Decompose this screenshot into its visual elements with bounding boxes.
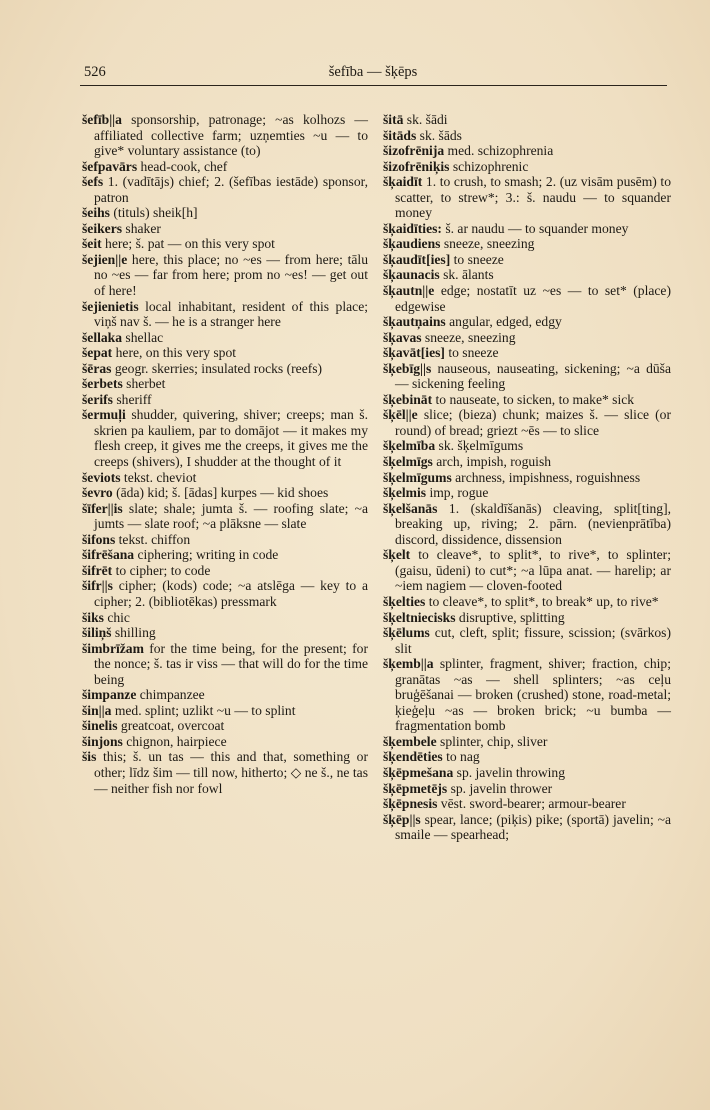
entry-headword: šiks [82, 609, 104, 625]
entry-headword: šinelis [82, 718, 118, 734]
dictionary-entry [82, 485, 368, 501]
entry-headword: šķautņains [383, 314, 446, 330]
entry-headword: šīfer||is [82, 500, 123, 516]
dictionary-entry [82, 376, 368, 392]
entry-headword: šermuļi [82, 407, 126, 423]
entry-headword: šķelmis [383, 485, 427, 501]
entry-definition: head-cook, chef [137, 158, 228, 174]
entry-headword: šķaidīties: [383, 220, 442, 236]
dictionary-entry [82, 330, 368, 346]
entry-definition: med. schizophrenia [444, 143, 554, 159]
dictionary-entry [383, 267, 671, 283]
entry-headword: šizofrēnija [383, 143, 445, 159]
dictionary-entry [383, 454, 671, 470]
entry-headword: šellaka [82, 329, 123, 345]
entry-definition: sk. šādi [403, 112, 448, 127]
entry-definition: sherbet [122, 376, 166, 392]
entry-definition: here, this place; no ~es — from here; tālu no ~es — far from here; prom no ~es! — get out of here! [94, 251, 368, 299]
dictionary-entry [82, 718, 368, 734]
entry-headword: ševiots [82, 469, 121, 485]
entry-headword: šitāds [383, 127, 417, 143]
entry-definition: 1. (vadītājs) chief; 2. (šefības iestāde) sponsor, patron [94, 174, 368, 205]
dictionary-entry [82, 112, 368, 159]
entry-definition: to nauseate, to sicken, to make* sick [432, 391, 635, 407]
entry-headword: šimpanze [82, 687, 137, 703]
dictionary-entry [383, 128, 671, 144]
dictionary-entry [82, 361, 368, 377]
entry-definition: 1. to crush, to smash; 2. (uz visām pusēm) to scatter, to strew*; 3.: š. naudu — to squander money [395, 174, 671, 221]
entry-headword: šejienietis [82, 298, 139, 314]
dictionary-entry [383, 112, 671, 128]
entry-headword: šiliņš [82, 625, 112, 641]
dictionary-entry [383, 749, 671, 765]
entry-definition: shudder, quivering, shiver; creeps; man š. skrien pa kauliem, par to domājot — it makes my flesh creep, it gives me the creeps, it gives me the creeps (shivers), I shudder at the thought of it [94, 407, 368, 470]
entry-definition: sp. javelin throwing [453, 764, 566, 780]
entry-definition: sk. ālants [439, 267, 494, 283]
entry-headword: šimbrīžam [82, 640, 144, 656]
entry-definition: sk. šķelmīgums [435, 438, 524, 454]
dictionary-entry [383, 314, 671, 330]
entry-headword: šķendēties [383, 749, 443, 765]
entry-definition: geogr. skerries; insulated rocks (reefs) [111, 360, 323, 376]
entry-definition: tekst. cheviot [120, 469, 197, 485]
dictionary-entry [383, 610, 671, 626]
dictionary-entry [383, 345, 671, 361]
dictionary-entry [383, 438, 671, 454]
dictionary-entry [383, 143, 671, 159]
dictionary-entry [383, 330, 671, 346]
entry-headword: šin||a [82, 702, 112, 718]
entry-headword: šepat [82, 345, 113, 361]
dictionary-entry [383, 283, 671, 314]
entry-headword: šķavāt[ies] [383, 345, 445, 361]
dictionary-entry [82, 252, 368, 299]
entry-definition: cut, cleft, split; fissure, scission; (svārkos) slit [395, 625, 671, 656]
dictionary-entry [383, 656, 671, 734]
entry-headword: šķelmība [383, 438, 436, 454]
entry-definition: arch, impish, roguish [432, 454, 552, 470]
entry-headword: šķebināt [383, 391, 433, 407]
entry-definition: (āda) kid; š. [ādas] kurpes — kid shoes [112, 485, 329, 501]
dictionary-entry [383, 174, 671, 221]
entry-headword: šķelmīgums [383, 469, 452, 485]
entry-headword: šķavas [383, 329, 422, 345]
dictionary-entry [383, 812, 671, 843]
dictionary-entry [383, 252, 671, 268]
dictionary-entry [383, 159, 671, 175]
right-column [383, 112, 671, 843]
dictionary-entry [383, 236, 671, 252]
dictionary-entry [82, 734, 368, 750]
dictionary-entry [383, 625, 671, 656]
entry-headword: šķēpmešana [383, 764, 454, 780]
entry-headword: šķaunacis [383, 267, 440, 283]
dictionary-entry [82, 610, 368, 626]
entry-definition: 1. (skaldīšanās) cleaving, split[ting], breaking up, riving; 2. pārn. (nevienprātība) discord, dissidence, dissension [395, 500, 671, 547]
entry-headword: šerifs [82, 391, 113, 407]
entry-headword: šķembele [383, 733, 437, 749]
entry-definition: schizophrenic [449, 158, 529, 174]
entry-headword: šķelmīgs [383, 454, 433, 470]
entry-headword: šefs [82, 174, 104, 190]
dictionary-entry [383, 470, 671, 486]
entry-headword: šeihs [82, 205, 110, 221]
running-title: šefība — šķēps [328, 64, 418, 80]
entry-definition: (tituls) sheik[h] [109, 205, 198, 221]
dictionary-entry [383, 501, 671, 548]
dictionary-entry [82, 501, 368, 532]
entry-definition: splinter, chip, sliver [436, 733, 548, 749]
entry-definition: vēst. sword-bearer; armour-bearer [437, 796, 626, 812]
entry-headword: šis [82, 749, 97, 765]
entry-definition: cipher; (kods) code; ~a atslēga — key to a cipher; 2. (bibliotēkas) pressmark [94, 578, 368, 609]
entry-headword: šēras [82, 360, 112, 376]
entry-headword: šķemb||a [383, 656, 434, 672]
entry-definition: for the time being, for the present; for the nonce; š. tas ir viss — that will do for the time being [94, 640, 368, 687]
dictionary-entry [82, 641, 368, 688]
entry-headword: šefpavārs [82, 158, 138, 174]
page-header [80, 62, 666, 84]
entry-headword: šķēl||e [383, 407, 418, 423]
dictionary-entry [82, 625, 368, 641]
entry-definition: tekst. chiffon [115, 531, 191, 547]
left-column [82, 112, 368, 796]
entry-definition: sp. javelin thrower [447, 780, 553, 796]
entry-definition: to cleave*, to split*, to break* up, to rive* [425, 593, 659, 609]
dictionary-entry [82, 221, 368, 237]
dictionary-entry [82, 547, 368, 563]
entry-definition: greatcoat, overcoat [117, 718, 225, 734]
entry-headword: šifrēšana [82, 547, 135, 563]
entry-definition: shaker [122, 220, 161, 236]
entry-headword: šķeltniecisks [383, 609, 456, 625]
dictionary-entry [82, 299, 368, 330]
entry-headword: šķēlums [383, 625, 430, 641]
entry-definition: med. splint; uzlikt ~u — to splint [111, 702, 296, 718]
entry-headword: šķaudīt[ies] [383, 251, 451, 267]
entry-definition: to sneeze [444, 345, 499, 361]
entry-headword: šķaidīt [383, 174, 423, 190]
entry-definition: to sneeze [450, 251, 504, 267]
dictionary-entry [82, 532, 368, 548]
entry-headword: šķebīg||s [383, 360, 432, 376]
entry-definition: sheriff [112, 391, 152, 407]
entry-headword: šizofrēniķis [383, 158, 450, 174]
entry-definition: splinter, fragment, shiver; fraction, chip; granātas ~as — shell splinters; ~as ceļu bruģēšanai — broken (crushed) stone, road-metal; ķieģeļu ~as — broken brick; ~u bumba — fragmentation bomb [395, 656, 671, 734]
dictionary-entry [383, 485, 671, 501]
dictionary-entry [82, 687, 368, 703]
entry-headword: šefīb||a [82, 112, 122, 127]
entry-definition: sneeze, sneezing [421, 329, 516, 345]
dictionary-entry [82, 470, 368, 486]
entry-headword: šifons [82, 531, 116, 547]
entry-definition: edge; nostatīt uz ~es — to set* (place) edgewise [395, 283, 671, 314]
entry-definition: spear, lance; (piķis) pike; (sportā) javelin; ~a smaile — spearhead; [395, 811, 671, 843]
entry-definition: this; š. un tas — this and that, something or other; līdz šim — till now, hitherto; ◇ ne š., ne tas — neither fish nor fowl [94, 749, 368, 796]
dictionary-entry [82, 578, 368, 609]
dictionary-entry [383, 734, 671, 750]
dictionary-entry [82, 205, 368, 221]
dictionary-entry [383, 765, 671, 781]
entry-headword: šķelties [383, 593, 426, 609]
entry-definition: slate; shale; jumta š. — roofing slate; ~a jumts — slate roof; ~a plāksne — slate [94, 500, 368, 532]
dictionary-entry [82, 236, 368, 252]
dictionary-entry [82, 407, 368, 469]
entry-headword: šifrēt [82, 562, 113, 578]
entry-definition: sponsorship, patronage; ~as kolhozs — affiliated collective farm; uzņemties ~u — to give* voluntary assistance (to) [94, 112, 368, 159]
dictionary-entry [383, 547, 671, 594]
dictionary-entry [383, 781, 671, 797]
entry-headword: šeikers [82, 220, 123, 236]
dictionary-entry [383, 392, 671, 408]
entry-headword: šķautn||e [383, 283, 435, 299]
entry-headword: šķelt [383, 547, 411, 563]
entry-definition: sneeze, sneezing [440, 236, 535, 252]
entry-definition: imp, rogue [426, 485, 489, 501]
dictionary-entry [383, 594, 671, 610]
dictionary-entry [82, 174, 368, 205]
page-number: 526 [84, 64, 106, 80]
entry-headword: ševro [82, 485, 113, 501]
dictionary-entry [82, 159, 368, 175]
entry-headword: šeit [82, 236, 102, 252]
header-rule [80, 85, 667, 86]
dictionary-entry [383, 407, 671, 438]
entry-definition: to cleave*, to split*, to rive*, to splinter; (gaisu, ūdeni) to cut*; ~a lūpa anat. — harelip; ar ~iem nagiem — cloven-footed [395, 547, 671, 594]
entry-definition: ciphering; writing in code [134, 547, 279, 563]
dictionary-entry [383, 361, 671, 392]
entry-headword: šķaudiens [383, 236, 441, 252]
entry-definition: shellac [122, 329, 164, 345]
entry-definition: chignon, hairpiece [122, 733, 227, 749]
entry-headword: šifr||s [82, 578, 113, 594]
entry-headword: šķēpmetējs [383, 780, 448, 796]
entry-definition: disruptive, splitting [455, 609, 565, 625]
dictionary-entry [383, 221, 671, 237]
entry-headword: šejien||e [82, 251, 128, 267]
entry-definition: archness, impishness, roguishness [451, 469, 641, 485]
dictionary-entry [82, 703, 368, 719]
entry-definition: local inhabitant, resident of this place; viņš nav š. — he is a stranger here [94, 298, 368, 330]
entry-definition: chimpanzee [136, 687, 205, 703]
entry-definition: angular, edged, edgy [445, 314, 562, 330]
entry-definition: slice; (bieza) chunk; maizes š. — slice (or round) of bread; griezt ~ēs — to slice [395, 407, 671, 438]
dictionary-entry [82, 563, 368, 579]
entry-headword: šķēp||s [383, 811, 421, 827]
entry-definition: nauseous, nauseating, sickening; ~a dūša — sickening feeling [395, 360, 671, 392]
entry-headword: šķēpnesis [383, 796, 438, 812]
entry-definition: chic [103, 609, 130, 625]
entry-headword: šķelšanās [383, 500, 438, 516]
dictionary-entry [82, 749, 368, 796]
dictionary-entry [82, 345, 368, 361]
dictionary-entry [383, 796, 671, 812]
entry-definition: š. ar naudu — to squander money [441, 220, 629, 236]
entry-definition: to nag [442, 749, 480, 765]
entry-headword: šerbets [82, 376, 123, 392]
entry-headword: šitā [383, 112, 404, 127]
entry-headword: šinjons [82, 733, 123, 749]
entry-definition: sk. šāds [416, 127, 462, 143]
entry-definition: to cipher; to code [112, 562, 211, 578]
entry-definition: here; š. pat — on this very spot [101, 236, 275, 252]
entry-definition: shilling [111, 625, 156, 641]
dictionary-entry [82, 392, 368, 408]
entry-definition: here, on this very spot [112, 345, 237, 361]
